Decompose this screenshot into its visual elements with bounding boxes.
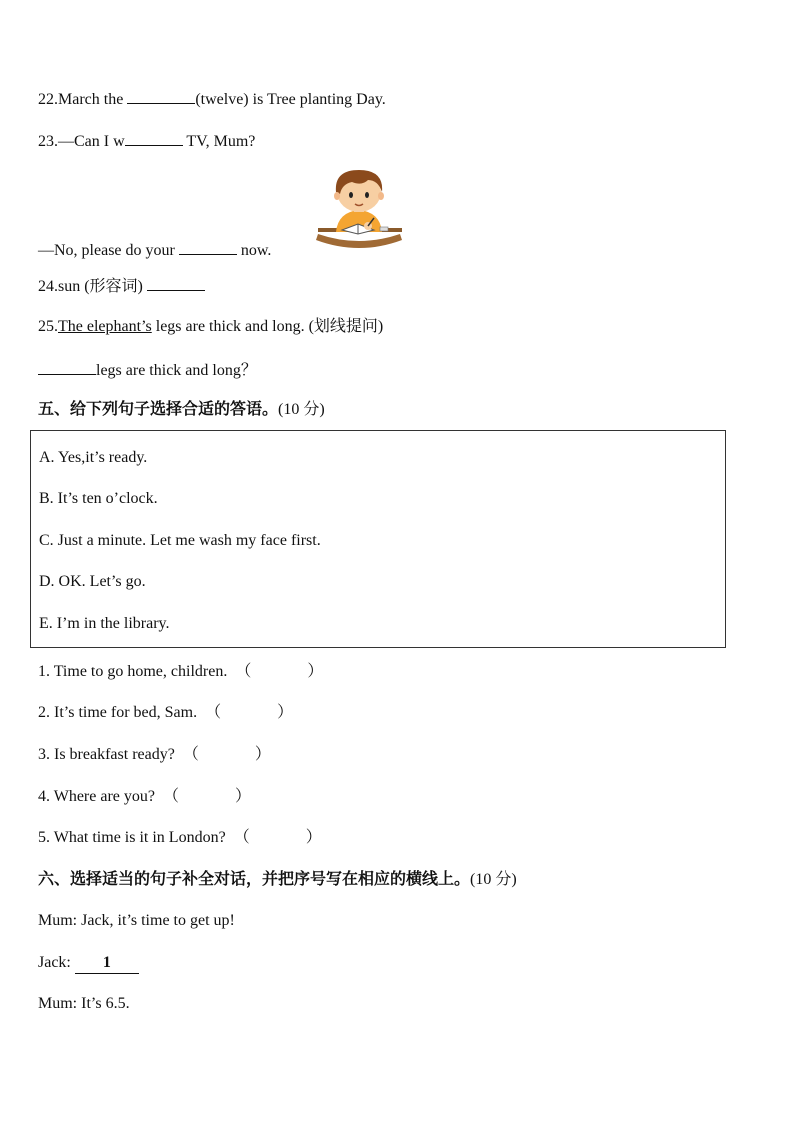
question-number: 22. — [38, 91, 58, 108]
s5-question-1: 1. Time to go home, children. （ ） — [38, 663, 324, 680]
dialogue-answer-blank[interactable]: 1 — [75, 953, 139, 974]
option-a: A. Yes,it’s ready. — [39, 449, 148, 466]
question-number: 23. — [38, 133, 58, 150]
options-box — [30, 430, 726, 648]
question-25: 25.The elephant’s legs are thick and long. (划线提问) — [38, 318, 384, 335]
question-23-reply: —No, please do your now. — [38, 239, 271, 261]
option-d: D. OK. Let’s go. — [39, 573, 146, 590]
option-b: B. It’s ten o’clock. — [39, 490, 158, 507]
answer-blank[interactable] — [127, 88, 195, 104]
question-number: 25. — [38, 318, 58, 335]
question-24: 24.sun (形容词) — [38, 275, 205, 297]
s5-question-4: 4. Where are you? （ ） — [38, 788, 252, 805]
dialogue-line-1: Mum: Jack, it’s time to get up! — [38, 912, 235, 929]
question-number: 24. — [38, 278, 58, 295]
dialogue-line-3: Mum: It’s 6.5. — [38, 995, 130, 1012]
answer-blank[interactable] — [125, 130, 183, 146]
underlined-phrase: The elephant’s — [58, 318, 152, 335]
question-22: 22.March the (twelve) is Tree planting Day. — [38, 88, 386, 110]
dialogue-line-2: Jack: 1 — [38, 953, 139, 974]
s5-question-3: 3. Is breakfast ready? （ ） — [38, 746, 271, 763]
option-e: E. I’m in the library. — [39, 615, 170, 632]
section-5-heading: 五、给下列句子选择合适的答语。(10 分) — [38, 399, 325, 418]
section-score: (10 分) — [470, 871, 517, 888]
section-6-heading: 六、选择适当的句子补全对话，并把序号写在相应的横线上。(10 分) — [38, 869, 517, 888]
question-25-answer-line: legs are thick and long？ — [38, 359, 257, 381]
boy-doing-homework-illustration — [314, 164, 404, 254]
s5-question-2: 2. It’s time for bed, Sam. （ ） — [38, 704, 294, 721]
answer-blank[interactable] — [179, 239, 237, 255]
question-23: 23.—Can I w TV, Mum? — [38, 130, 255, 152]
option-c: C. Just a minute. Let me wash my face first. — [39, 532, 321, 549]
s5-question-5: 5. What time is it in London? （ ） — [38, 829, 322, 846]
section-score: (10 分) — [278, 401, 325, 418]
answer-blank[interactable] — [147, 275, 205, 291]
answer-blank[interactable] — [38, 359, 96, 375]
